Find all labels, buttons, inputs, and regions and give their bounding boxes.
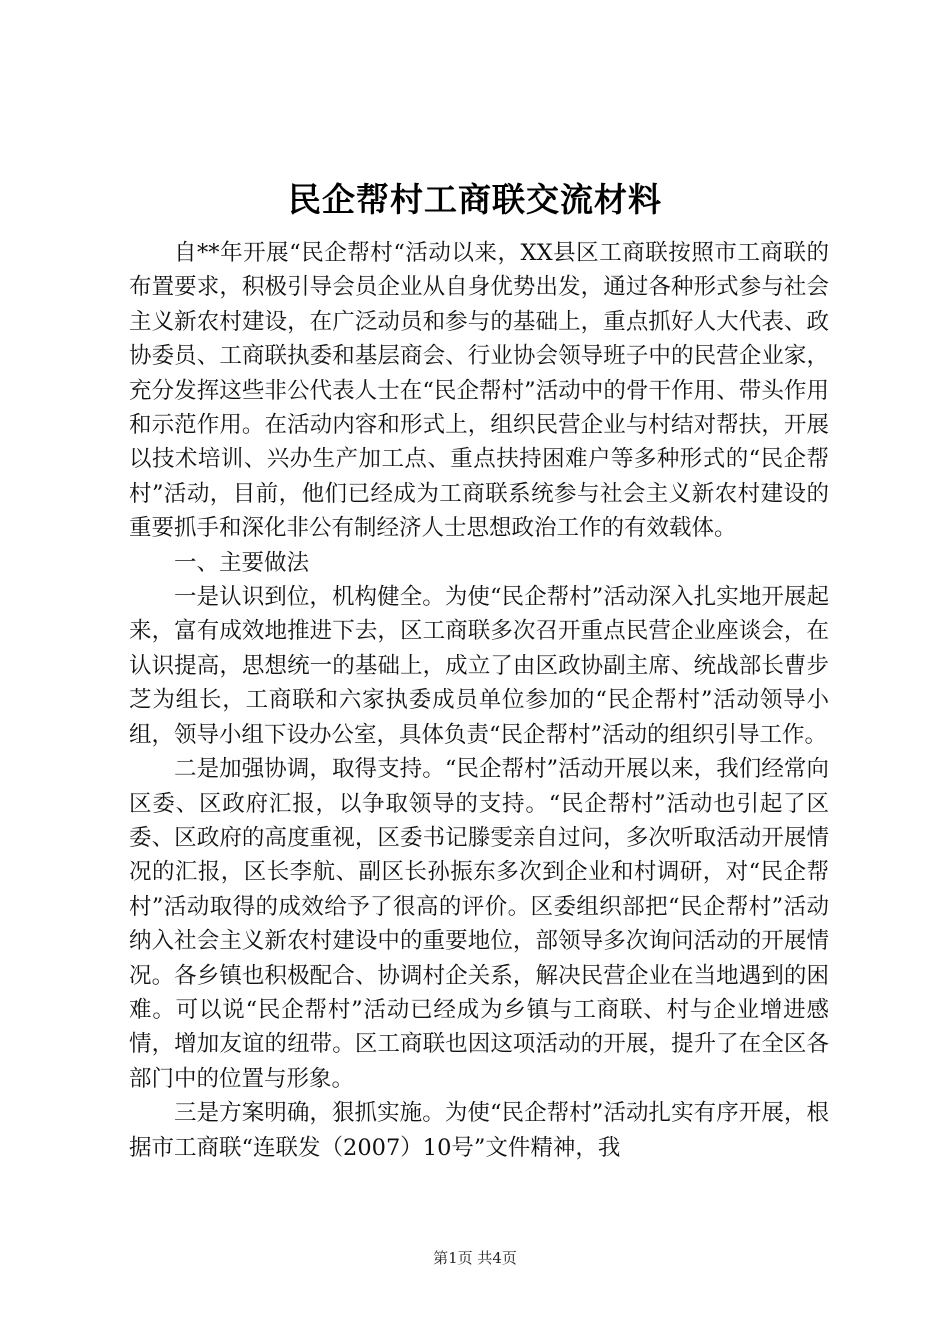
paragraph-point-1: 一是认识到位，机构健全。为使“民企帮村”活动深入扎实地开展起来，富有成效地推进下去，区工商联多次召开重点民营企业座谈会，在认识提高，思想统一的基础上，成立了由区政协副主席、统战部长曹步芝为组长，工商联和六家执委成员单位参加的“民企帮村”活动领导小组，领导小组下设办公室，具体负责“民企帮村”活动的组织引导工作。 (129, 584, 829, 748)
document-body (129, 236, 829, 1165)
document-title: 民企帮村工商联交流材料 (288, 180, 662, 219)
paragraph-intro: 自**年开展“民企帮村“活动以来，XX县区工商联按照市工商联的布置要求，积极引导会员企业从自身优势出发，通过各种形式参与社会主义新农村建设，在广泛动员和参与的基础上，重点抓好人大代表、政协委员、工商联执委和基层商会、行业协会领导班子中的民营企业家，充分发挥这些非公代表人士在“民企帮村”活动中的骨干作用、带头作用和示范作用。在活动内容和形式上，组织民营企业与村结对帮扶，开展以技术培训、兴办生产加工点、重点扶持困难户等多种形式的“民企帮村”活动，目前，他们已经成为工商联系统参与社会主义新农村建设的重要抓手和深化非公有制经济人士思想政治工作的有效载体。 (129, 240, 829, 542)
paragraph-point-3: 三是方案明确，狠抓实施。为使“民企帮村”活动扎实有序开展，根据市工商联“连联发（2007）10号”文件精神，我 (129, 1100, 829, 1161)
page-number-footer: 第1页 共4页 (433, 1249, 517, 1267)
paragraph-point-2: 二是加强协调，取得支持。“民企帮村”活动开展以来，我们经常向区委、区政府汇报，以争取领导的支持。“民企帮村”活动也引起了区委、区政府的高度重视，区委书记滕雯亲自过问，多次听取活动开展情况的汇报，区长李航、副区长孙振东多次到企业和村调研，对“民企帮村”活动取得的成效给予了很高的评价。区委组织部把“民企帮村”活动纳入社会主义新农村建设中的重要地位，部领导多次询问活动的开展情况。各乡镇也积极配合、协调村企关系，解决民营企业在当地遇到的困难。可以说“民企帮村”活动已经成为乡镇与工商联、村与企业增进感情，增加友谊的纽带。区工商联也因这项活动的开展，提升了在全区各部门中的位置与形象。 (129, 756, 829, 1092)
section-heading: 一、主要做法 (174, 549, 310, 576)
